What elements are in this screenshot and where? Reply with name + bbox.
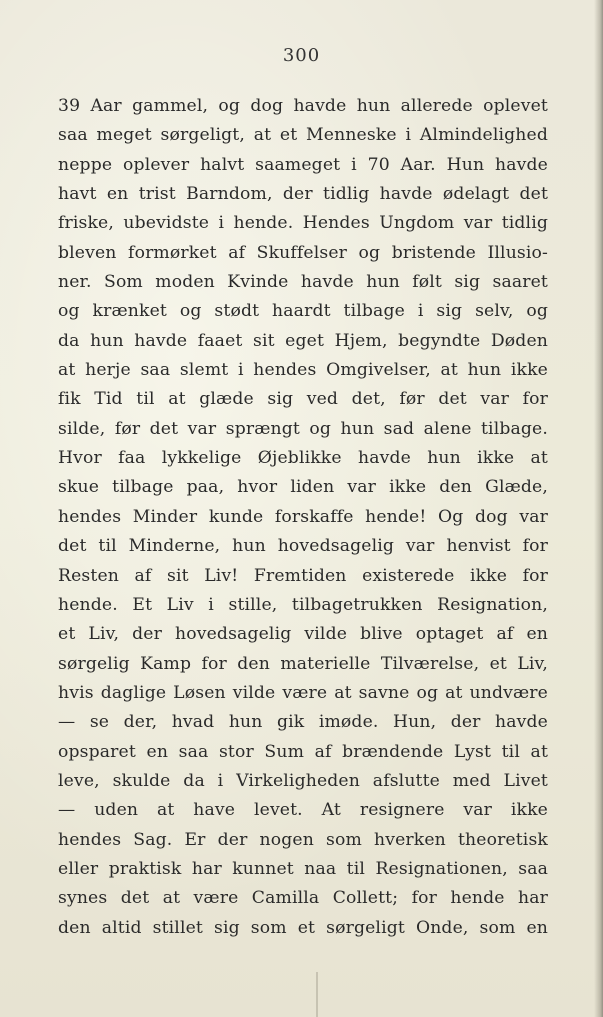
- text-line: saa meget sørgeligt, at et Menneske i Almindelighed: [58, 125, 548, 146]
- text-line: bleven formørket af Skuffelser og bristende Illusio-: [58, 242, 548, 263]
- text-line: det til Minderne, hun hovedsagelig var henvist for: [58, 536, 548, 557]
- text-line: at herje saa slemt i hendes Omgivelser, at hun ikke: [58, 360, 548, 381]
- body-text: [58, 92, 548, 943]
- text-line: fik Tid til at glæde sig ved det, før det var for: [58, 389, 548, 410]
- text-line: hvis daglige Løsen vilde være at savne og at undvære: [58, 682, 548, 703]
- text-line: hendes Minder kunde forskaffe hende! Og dog var: [58, 506, 548, 527]
- text-line: eller praktisk har kunnet naa til Resignationen, saa: [58, 858, 548, 879]
- text-line: synes det at være Camilla Collett; for hende har: [58, 888, 548, 909]
- text-line: sørgelig Kamp for den materielle Tilværelse, et Liv,: [58, 653, 548, 674]
- binding-crease: [316, 972, 318, 1017]
- text-line: friske, ubevidste i hende. Hendes Ungdom var tidlig: [58, 213, 548, 234]
- page-edge-shadow: [594, 0, 603, 1017]
- text-line: og krænket og stødt haardt tilbage i sig selv, og: [58, 301, 548, 322]
- text-line: den altid stillet sig som et sørgeligt Onde, som en: [58, 917, 548, 938]
- text-line: opsparet en saa stor Sum af brændende Lyst til at: [58, 741, 548, 762]
- text-line: 39 Aar gammel, og dog havde hun allerede oplevet: [58, 96, 548, 116]
- text-line: da hun havde faaet sit eget Hjem, begyndte Døden: [58, 330, 548, 351]
- text-line: ner. Som moden Kvinde havde hun følt sig saaret: [58, 272, 548, 293]
- text-line: havt en trist Barndom, der tidlig havde ødelagt det: [58, 184, 548, 205]
- text-line: neppe oplever halvt saameget i 70 Aar. Hun havde: [58, 154, 548, 175]
- text-line: hende. Et Liv i stille, tilbagetrukken Resignation,: [58, 594, 548, 615]
- text-line: Resten af sit Liv! Fremtiden existerede ikke for: [58, 565, 548, 586]
- text-line: skue tilbage paa, hvor liden var ikke den Glæde,: [58, 477, 548, 498]
- text-line: — uden at have levet. At resignere var ikke: [58, 800, 548, 821]
- page-number: 300: [282, 45, 321, 66]
- text-line: leve, skulde da i Virkeligheden afslutte med Livet: [58, 770, 548, 791]
- text-line: et Liv, der hovedsagelig vilde blive optaget af en: [58, 624, 548, 645]
- text-line: hendes Sag. Er der nogen som hverken theoretisk: [58, 829, 548, 850]
- text-line: — se der, hvad hun gik imøde. Hun, der havde: [58, 712, 548, 733]
- text-line: Hvor faa lykkelige Øjeblikke havde hun ikke at: [58, 448, 548, 469]
- text-line: silde, før det var sprængt og hun sad alene tilbage.: [58, 418, 548, 439]
